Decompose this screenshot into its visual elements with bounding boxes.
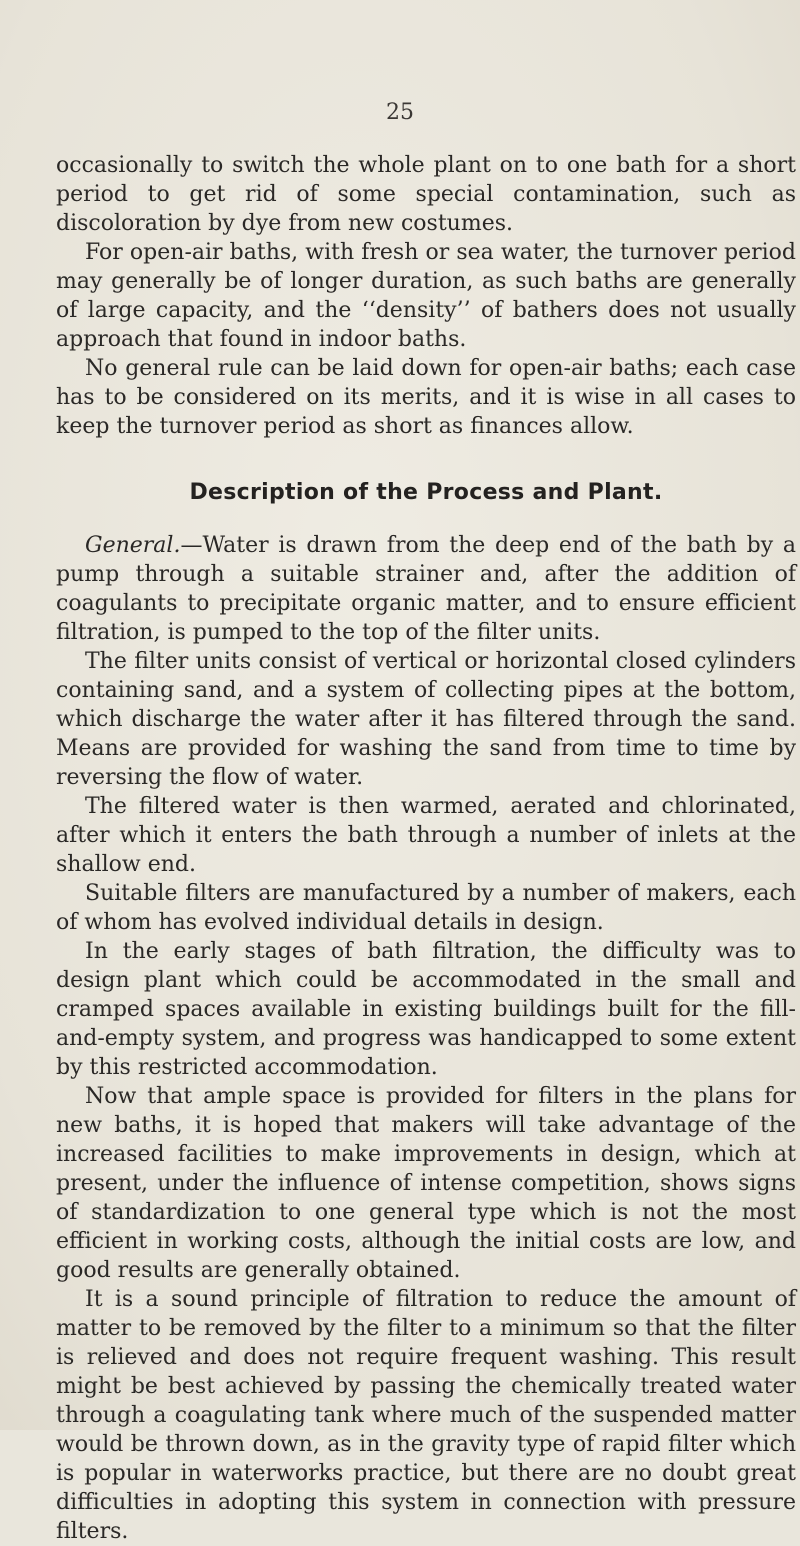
body-text <box>56 151 796 1546</box>
paragraph-suitable-filters: Suitable filters are manufactured by a number of makers, each of whom has evolved individual details in design. <box>56 881 796 935</box>
paragraph-general <box>56 531 796 647</box>
paragraph-filtered-water: The filtered water is then warmed, aerated and chlorinated, after which it enters the bath through a number of inlets at the shallow end. <box>56 794 796 877</box>
paragraph-open-air-baths: For open-air baths, with fresh or sea water, the turnover period may generally be of longer duration, as such baths are generally of large capacity, and the ‘‘density’’ of bathers does not usually approach that found in indoor baths. <box>56 240 796 352</box>
paragraph-ample-space: Now that ample space is provided for filters in the plans for new baths, it is hoped that makers will take advantage of the increased facilities to make improvements in design, which at present, under the influence of intense competition, shows signs of standardization to one general type which is not the most efficient in working costs, although the initial costs are low, and good results are generally obtained. <box>56 1084 796 1283</box>
paragraph-filter-units: The filter units consist of vertical or horizontal closed cylinders containing sand, and a system of collecting pipes at the bottom, which discharge the water after it has filtered through the sand. Means are provided for washing the sand from time to time by reversing the flow of water. <box>56 649 796 790</box>
lead-in-general: General. <box>85 533 181 558</box>
paragraph-general-text: —Water is drawn from the deep end of the bath by a pump through a suitable strainer and, after the addition of coagulants to precipitate organic matter, and to ensure efficient filtration, is pumped to the top of the filter units. <box>56 533 796 645</box>
paragraph-sound-principle: It is a sound principle of filtration to reduce the amount of matter to be removed by the filter to a minimum so that the filter is relieved and does not require frequent washing. This result might be best achieved by passing the chemically treated water through a coagulating tank where much of the suspended matter would be thrown down, as in the gravity type of rapid filter which is popular in waterworks practice, but there are no doubt great difficulties in adopting this system in connection with pressure filters. <box>56 1287 796 1544</box>
paragraph-no-general-rule: No general rule can be laid down for open-air baths; each case has to be considered on its merits, and it is wise in all cases to keep the turnover period as short as finances allow. <box>56 356 796 439</box>
section-heading: Description of the Process and Plant. <box>189 480 663 505</box>
paragraph-early-stages: In the early stages of bath filtration, the difficulty was to design plant which could be accommodated in the small and cramped spaces available in existing buildings built for the fill-and-empty system, and progress was handicapped to some extent by this restricted accommodation. <box>56 939 796 1080</box>
paragraph-continuation: occasionally to switch the whole plant on to one bath for a short period to get rid of some special contamination, such as discoloration by dye from new costumes. <box>56 153 796 236</box>
page-number: 25 <box>386 100 414 125</box>
